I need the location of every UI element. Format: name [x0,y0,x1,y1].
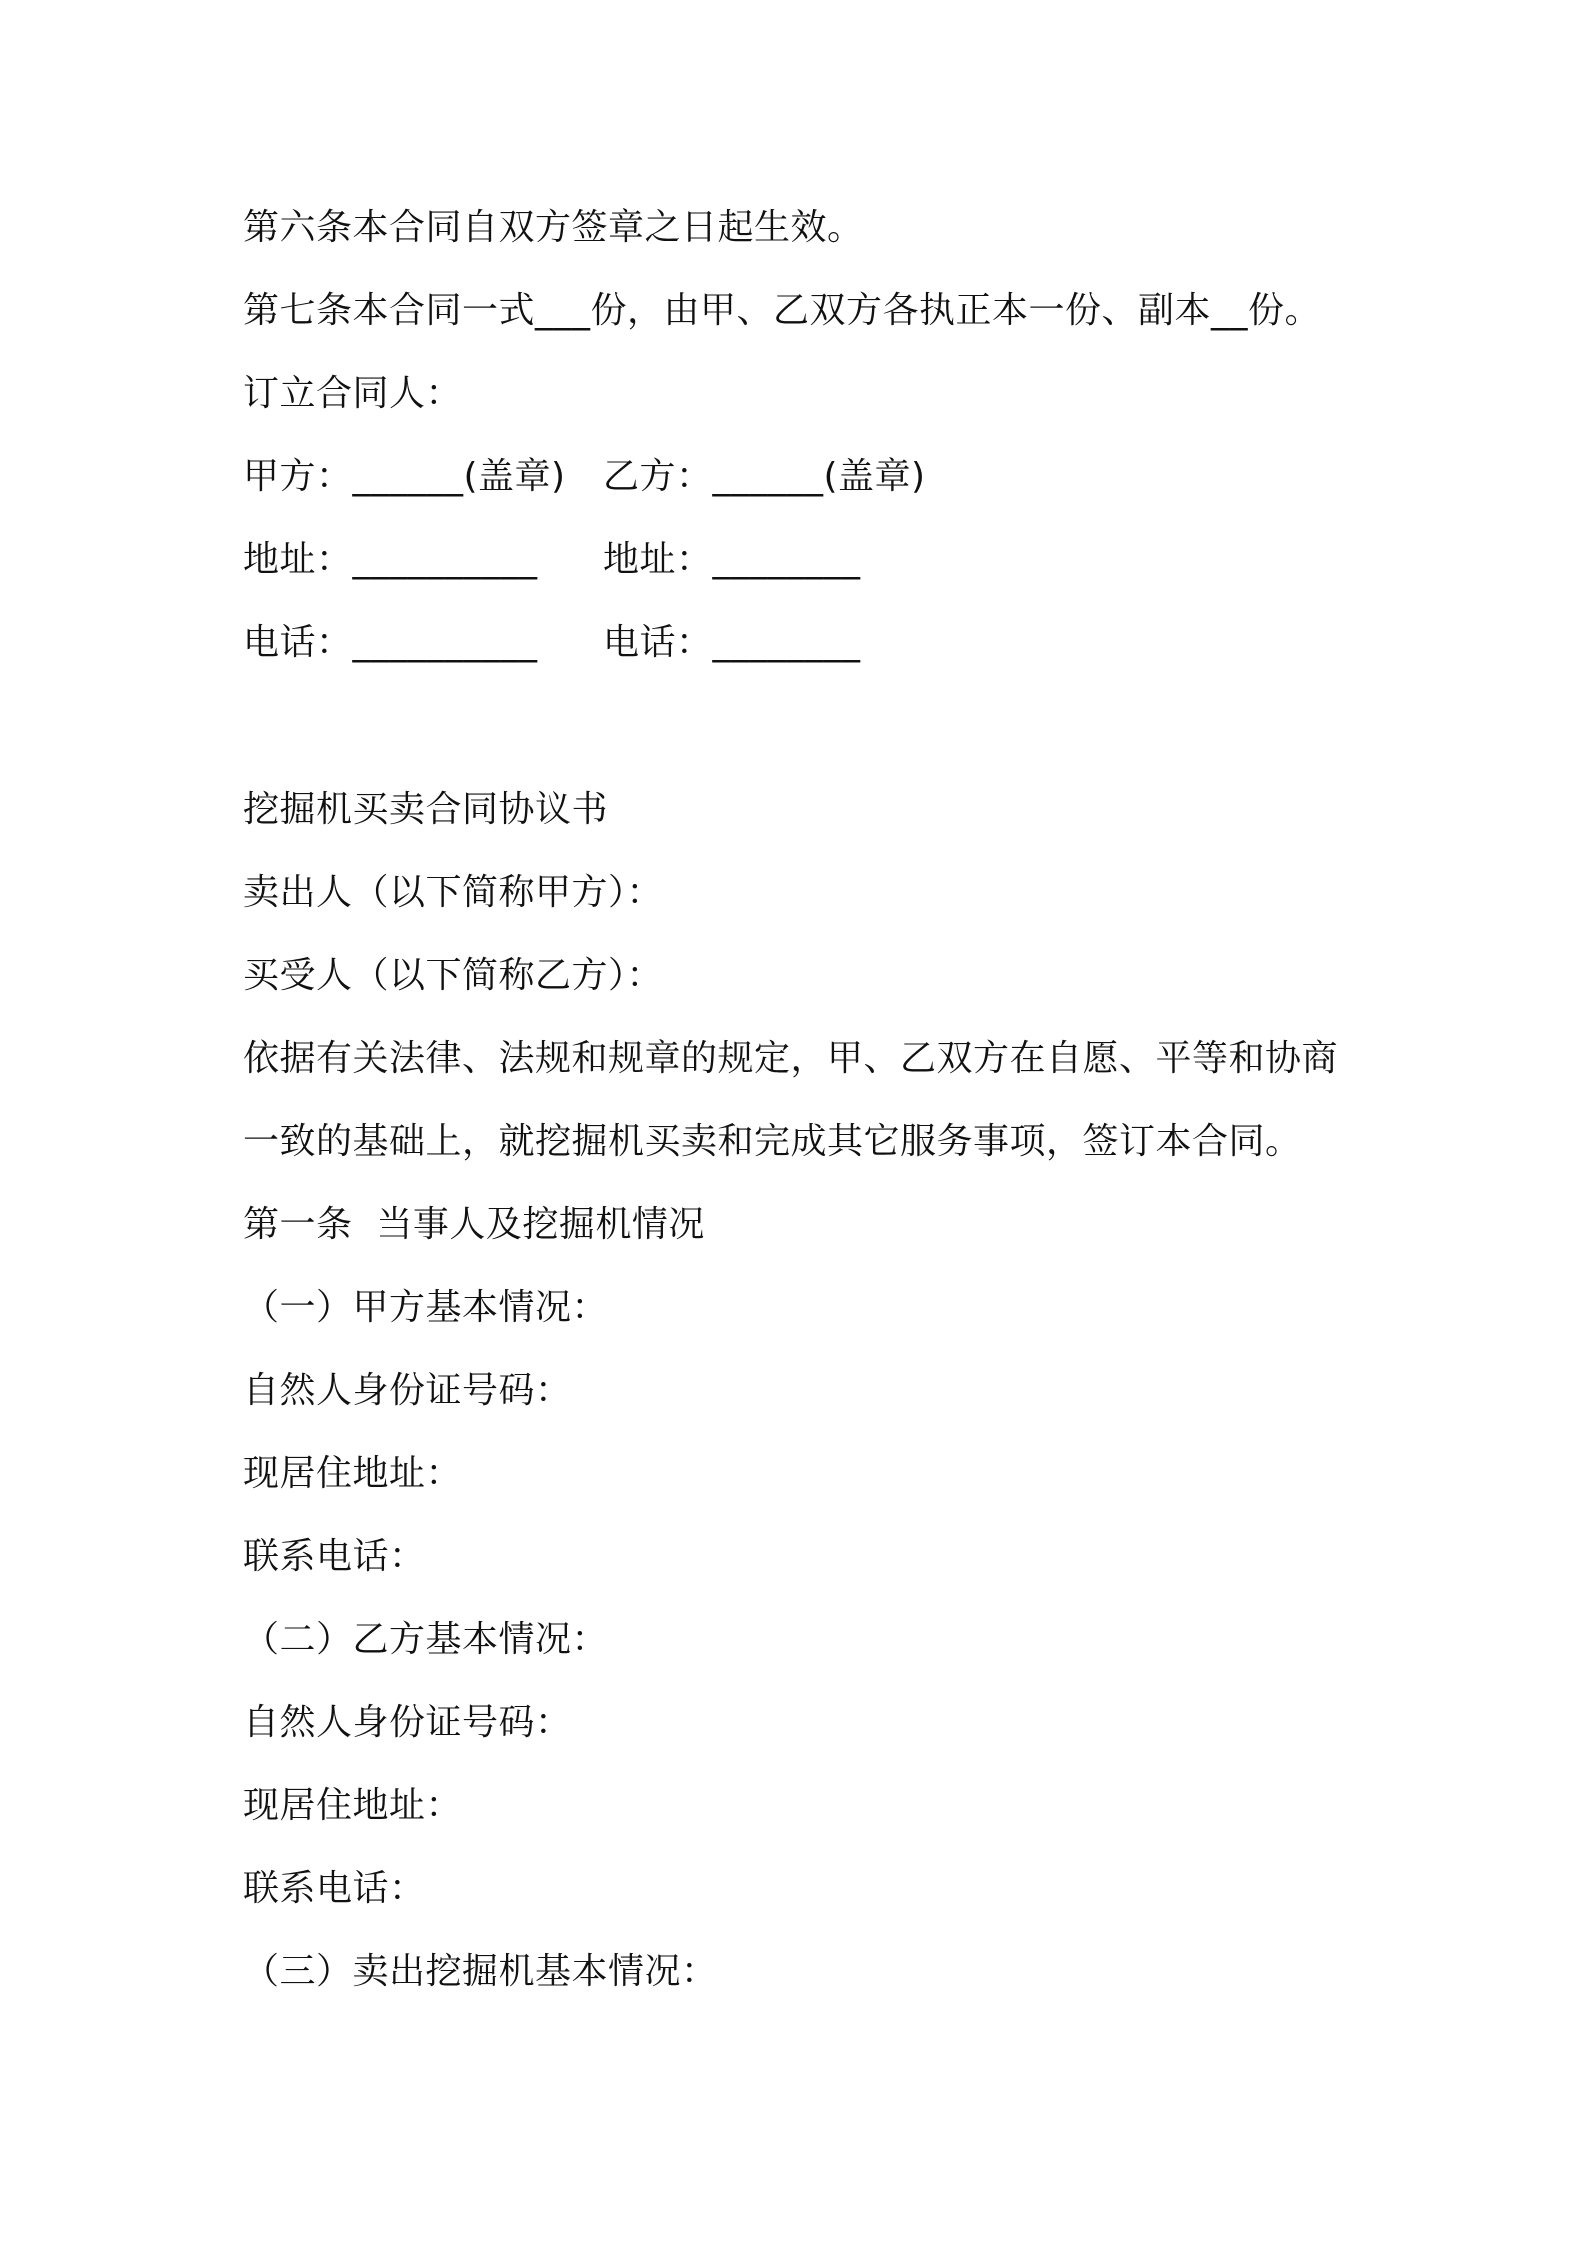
party-b-phone: 联系电话： [243,1868,426,1909]
party-b-address: 现居住地址： [243,1785,463,1826]
party-b-phone-line: 电话：________ [603,622,861,663]
party-b-address-line: 地址：________ [603,539,861,580]
excavator-section-heading: （三）卖出挖掘机基本情况： [243,1951,718,1992]
party-a-phone: 联系电话： [243,1536,426,1577]
seller-line: 卖出人（以下简称甲方）： [243,872,664,913]
preamble-line-1: 依据有关法律、法规和规章的规定，甲、乙双方在自愿、平等和协商 [243,1038,1339,1079]
party-a-address-line: 地址：__________ [243,539,538,580]
party-b-seal-line: 乙方：______(盖章) [603,456,926,497]
party-a-seal-line: 甲方：______(盖章) [243,456,566,497]
article-1-heading: 第一条 当事人及挖掘机情况 [243,1204,705,1245]
party-b-section-heading: （二）乙方基本情况： [243,1619,609,1660]
party-a-phone-line: 电话：__________ [243,622,538,663]
party-a-id-number: 自然人身份证号码： [243,1370,572,1411]
party-b-id-number: 自然人身份证号码： [243,1702,572,1743]
party-a-section-heading: （一）甲方基本情况： [243,1287,609,1328]
signatories-heading: 订立合同人： [243,373,463,414]
party-a-address: 现居住地址： [243,1453,463,1494]
article-7: 第七条本合同一式___份，由甲、乙双方各执正本一份、副本__份。 [243,290,1322,331]
preamble-line-2: 一致的基础上，就挖掘机买卖和完成其它服务事项，签订本合同。 [243,1121,1302,1162]
article-6: 第六条本合同自双方签章之日起生效。 [243,207,864,248]
buyer-line: 买受人（以下简称乙方）： [243,955,664,996]
contract-title: 挖掘机买卖合同协议书 [243,789,609,830]
